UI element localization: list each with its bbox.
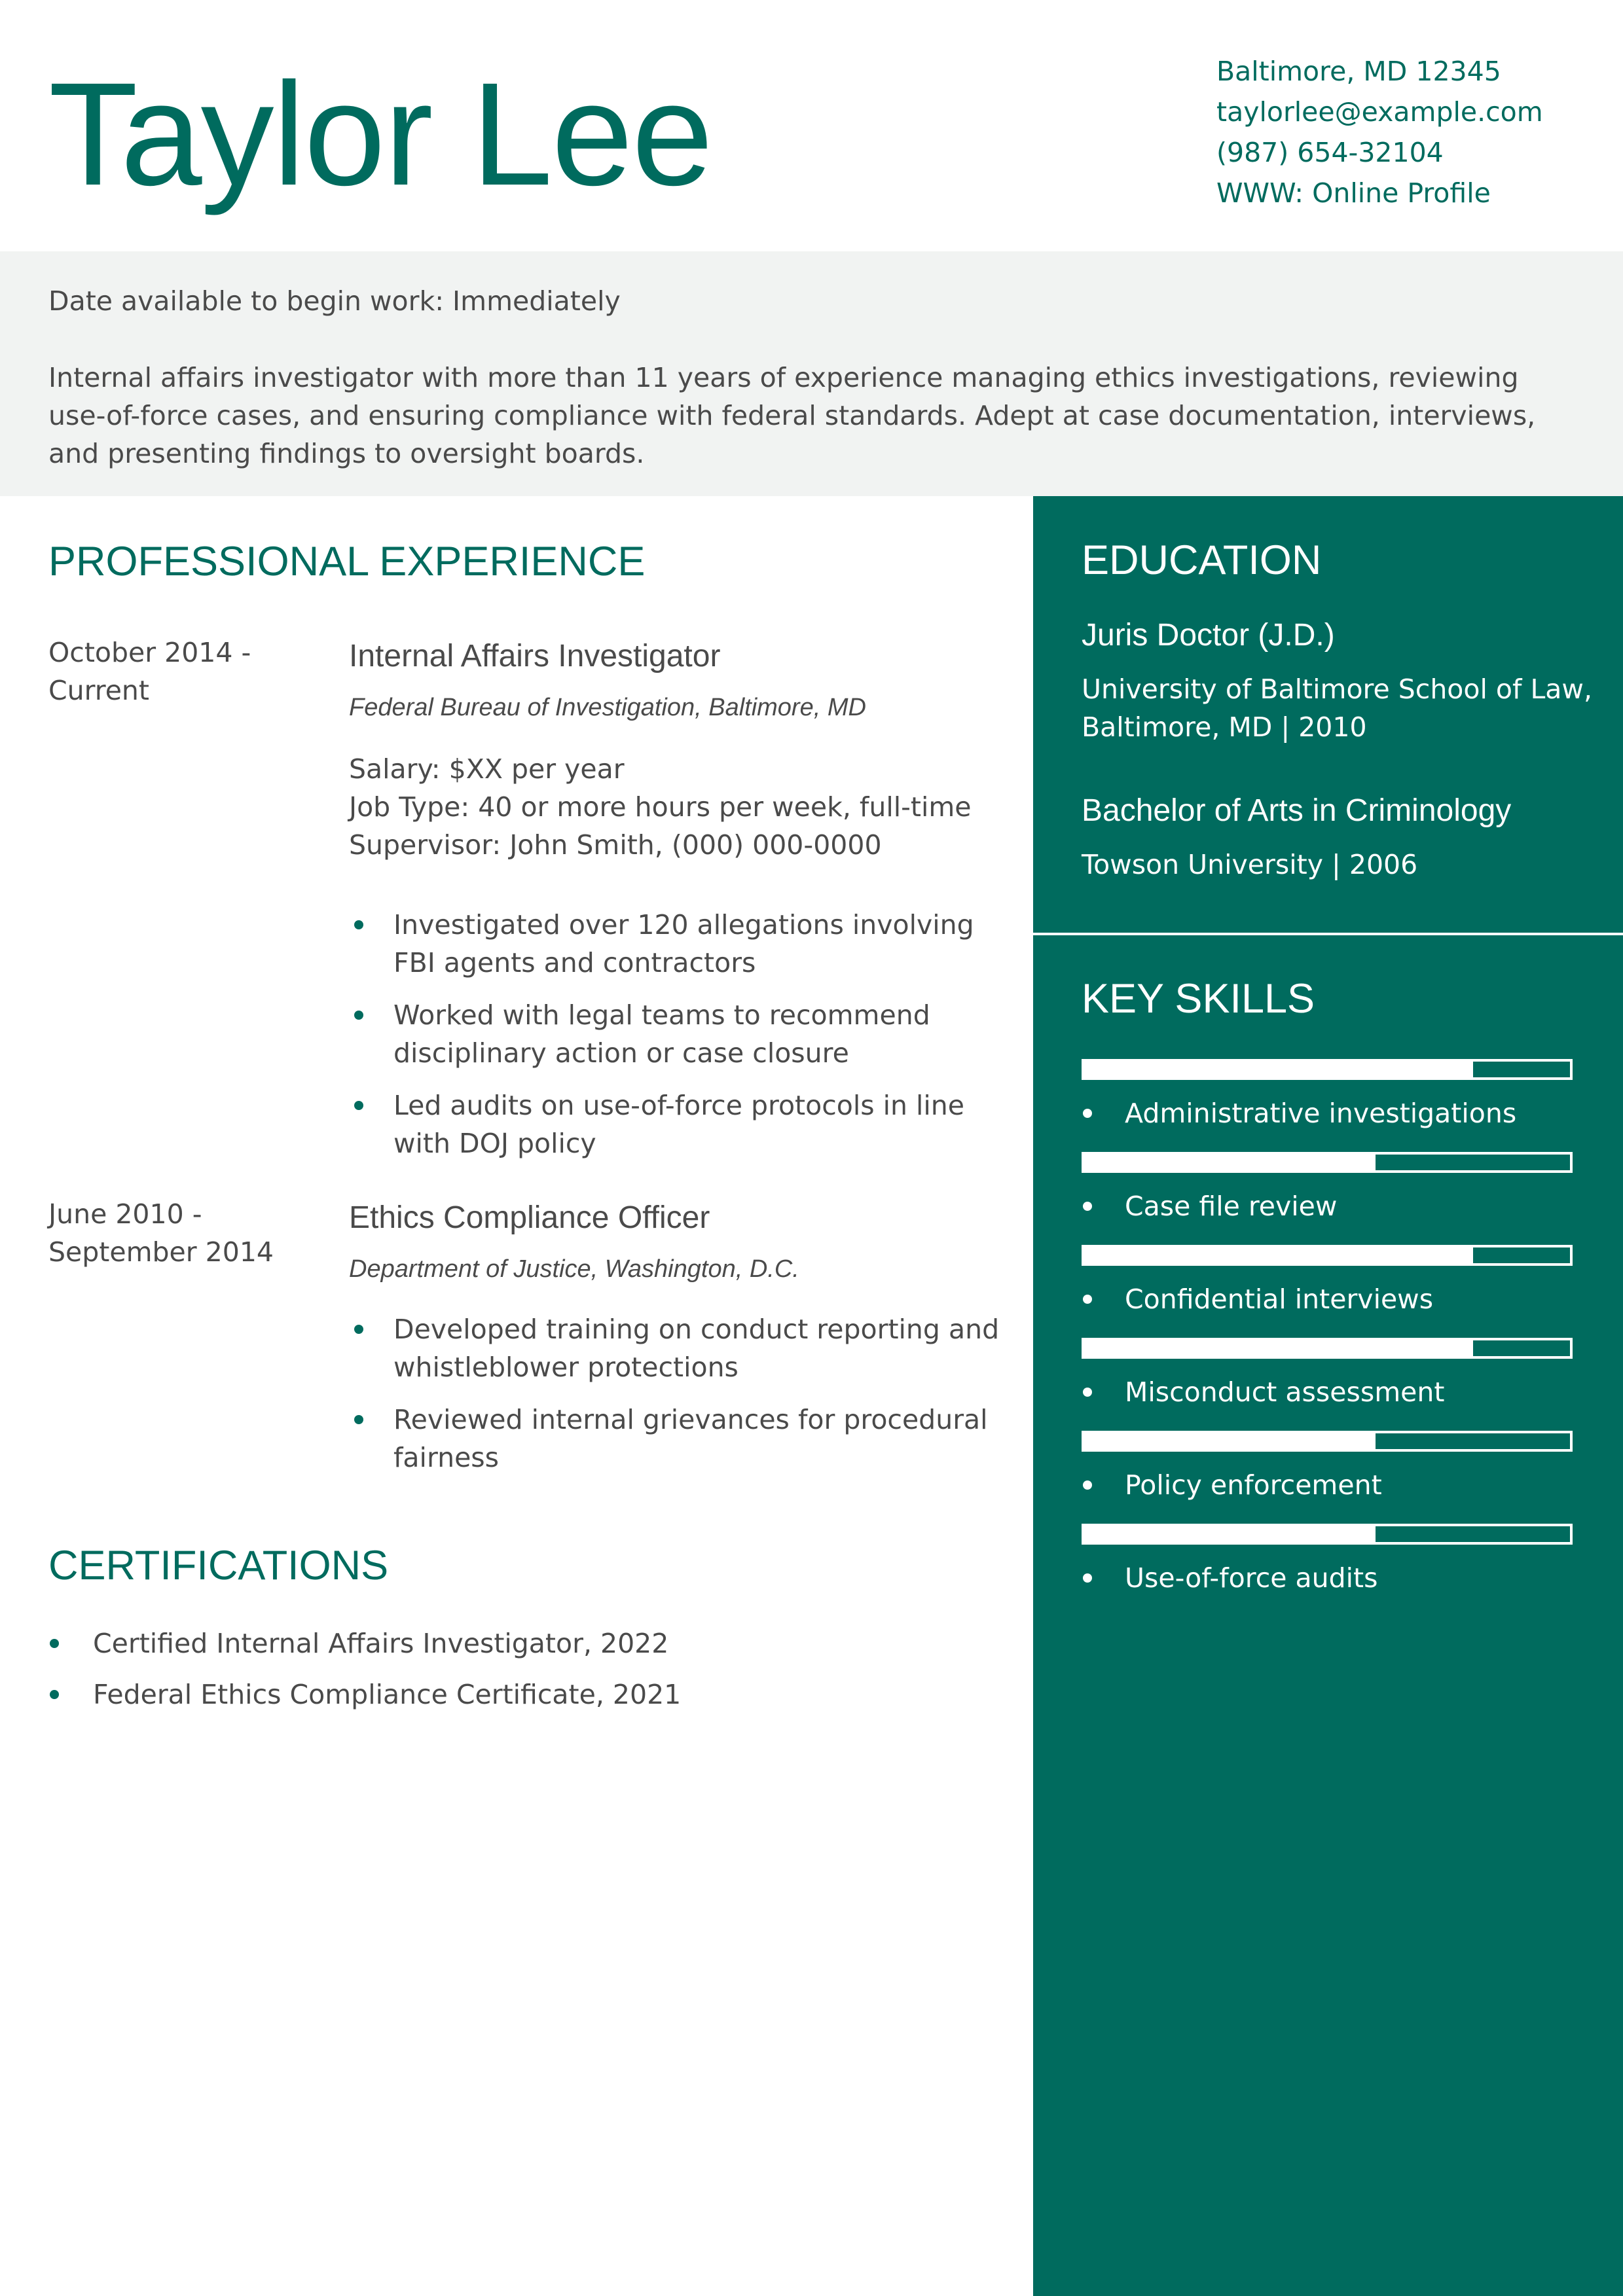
skill-level-fill [1084, 1526, 1376, 1542]
job-salary: Salary: $XX per year [349, 753, 625, 785]
skill-label: Policy enforcement [1082, 1466, 1579, 1504]
contact-address: Baltimore, MD 12345 [1216, 56, 1501, 87]
list-item: Certified Internal Affairs Investigator, 2022 [48, 1624, 991, 1662]
skills-list [1082, 1059, 1579, 1597]
job-dates: October 2014 - Current [48, 637, 251, 706]
degree-school: Towson University | 2006 [1082, 849, 1418, 880]
skill-label: Case file review [1082, 1187, 1579, 1225]
skill-level-fill [1084, 1340, 1473, 1356]
sidebar [1033, 496, 1623, 2296]
list-item: Developed training on conduct reporting and whistleblower protections [349, 1310, 1004, 1386]
contact-block [1216, 51, 1609, 213]
skills-section [1082, 973, 1579, 1617]
job-entry [48, 1195, 1000, 1477]
skill-level-bar [1082, 1431, 1573, 1452]
skill-label: Use-of-force audits [1082, 1559, 1579, 1597]
main-column [48, 535, 1000, 1727]
skill-level-bar [1082, 1338, 1573, 1359]
job-meta [349, 750, 1004, 864]
skill-level-bar [1082, 1524, 1573, 1545]
degree-title: Juris Doctor (J.D.) [1082, 618, 1335, 653]
list-item: Federal Ethics Compliance Certificate, 2021 [48, 1676, 991, 1713]
skill-label: Confidential interviews [1082, 1280, 1579, 1318]
degree-school: University of Baltimore School of Law, Baltimore, MD | 2010 [1082, 673, 1592, 743]
job-supervisor: Supervisor: John Smith, (000) 000-0000 [349, 829, 882, 861]
job-body [349, 634, 1004, 1162]
skill-level-bar [1082, 1059, 1573, 1080]
job-company: Department of Justice, Washington, D.C. [349, 1255, 799, 1283]
skill-level-fill [1084, 1247, 1473, 1263]
skill-label: Misconduct assessment [1082, 1373, 1579, 1411]
sidebar-divider [1033, 933, 1623, 935]
contact-website[interactable]: WWW: Online Profile [1216, 177, 1491, 209]
contact-email[interactable]: taylorlee@example.com [1216, 96, 1543, 128]
skill-level-fill [1084, 1433, 1376, 1449]
job-entry [48, 634, 991, 1162]
certifications-list [48, 1624, 991, 1713]
education-section [1082, 534, 1592, 884]
education-heading: EDUCATION [1082, 537, 1322, 583]
skill-item [1082, 1059, 1579, 1132]
job-company: Federal Bureau of Investigation, Baltimore, MD [349, 694, 866, 721]
job-title: Ethics Compliance Officer [349, 1200, 710, 1235]
experience-heading: PROFESSIONAL EXPERIENCE [48, 539, 646, 584]
job-title: Internal Affairs Investigator [349, 639, 721, 673]
skill-item [1082, 1152, 1579, 1225]
job-body [349, 1195, 1004, 1477]
list-item: Led audits on use-of-force protocols in line with DOJ policy [349, 1086, 1004, 1162]
candidate-name: Taylor Lee [48, 52, 712, 216]
job-dates: June 2010 - September 2014 [48, 1198, 274, 1268]
skill-label: Administrative investigations [1082, 1094, 1579, 1132]
contact-phone[interactable]: (987) 654-32104 [1216, 137, 1444, 168]
skill-item [1082, 1431, 1579, 1504]
job-bullets [349, 1310, 1004, 1477]
certifications-heading: CERTIFICATIONS [48, 1543, 389, 1588]
skill-level-fill [1084, 1062, 1473, 1077]
availability-text: Date available to begin work: Immediately [48, 285, 621, 317]
list-item: Worked with legal teams to recommend disciplinary action or case closure [349, 996, 1004, 1072]
skill-level-bar [1082, 1152, 1573, 1173]
list-item: Investigated over 120 allegations involving FBI agents and contractors [349, 906, 1004, 982]
job-bullets [349, 906, 1004, 1162]
resume-header [0, 0, 1623, 251]
job-type: Job Type: 40 or more hours per week, full-time [349, 791, 972, 823]
degree-title: Bachelor of Arts in Criminology [1082, 793, 1512, 828]
list-item: Reviewed internal grievances for procedural fairness [349, 1401, 1004, 1477]
skill-level-fill [1084, 1155, 1376, 1170]
summary-band [0, 251, 1623, 496]
skills-heading: KEY SKILLS [1082, 976, 1315, 1022]
skill-level-bar [1082, 1245, 1573, 1266]
summary-text: Internal affairs investigator with more than 11 years of experience managing ethics investigations, reviewing use-of-force cases, and ensuring compliance with federal standards. Adept at case documentation, interviews, and presenting findings to oversight boards. [48, 362, 1536, 469]
skill-item [1082, 1524, 1579, 1597]
skill-item [1082, 1338, 1579, 1411]
skill-item [1082, 1245, 1579, 1318]
